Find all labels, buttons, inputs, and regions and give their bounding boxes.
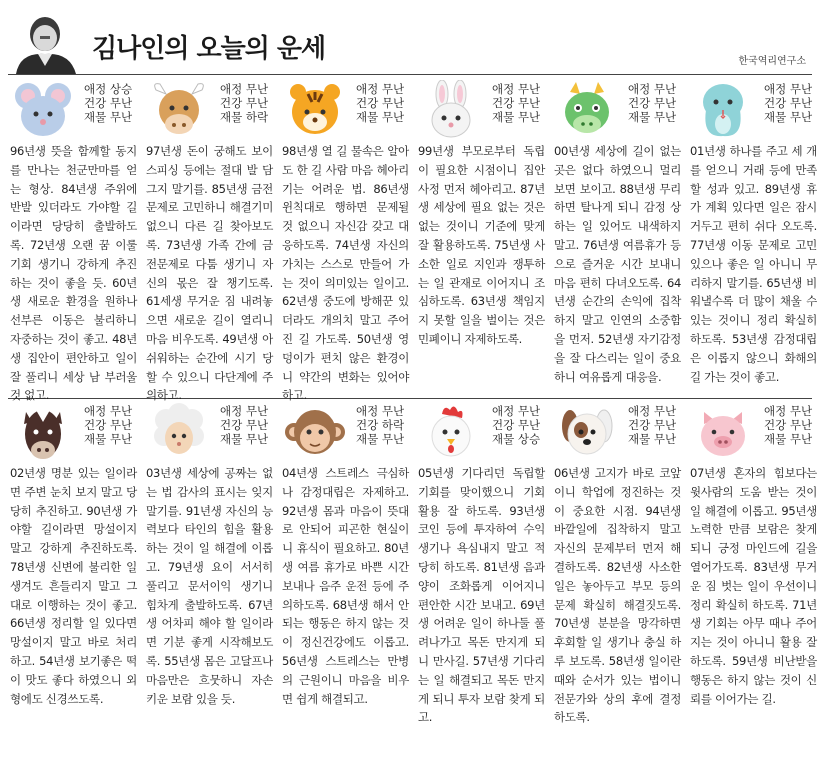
love-status: 애정 무난 xyxy=(84,404,133,418)
love-status: 애정 무난 xyxy=(220,404,269,418)
fortune-cell xyxy=(416,80,545,394)
love-status: 애정 무난 xyxy=(356,82,405,96)
love-status: 애정 무난 xyxy=(492,404,541,418)
rooster-icon xyxy=(420,402,482,462)
health-status: 건강 무난 xyxy=(220,418,269,432)
fortune-text: 97년생 돈이 궁해도 보이스피싱 등에는 절대 발 담그지 말기를. 85년생 금전문제로 고민하니 해결기미없으니 다른 길 찾아보도록. 73년생 가족 간에 금전문제로 다툼 생기니 자신의 몫은 잘 챙기도록. 61세생 무거운 짐 내려놓으면 새로운 길이 열리니 마음 비우도록. 49년생 아쉬워하는 순간에 시기 당할 수 있으니 다단계에 주의하고. xyxy=(146,144,273,403)
fortune-text: 05년생 기다리던 독립할 기회를 맞이했으니 기회 활용 잘 하도록. 93년생 코인 등에 투자하여 수익 생기나 욕심내지 말고 적당히 하도록. 81년생 음과 양이 조화롭게 이어지니 편안한 시간 보내고. 69년생 어려운 일이 하나둘 풀려나가고 목돈 만지게 되니 만사길. 57년생 기다리는 일 해결되고 목돈 만지게 되니 투자 보람 찾게 되고. xyxy=(418,466,545,725)
rabbit-icon xyxy=(420,80,482,140)
tiger-icon xyxy=(284,80,346,140)
fortune-text: 02년생 명분 있는 일이라면 주변 눈치 보지 말고 당당히 추진하고. 90년생 가야할 길이라면 망설이지 말고 강하게 추진하도록. 78년생 신변에 불리한 일 생겨도 흔들리지 말고 그대로 이행하는 것이 좋고. 66년생 정리할 일 있다면 망설이지 말고 바로 처리하고. 54년생 보기좋은 떡이 맛도 좋다 하였으니 외형에도 신경쓰도록. xyxy=(10,466,137,706)
dragon-icon xyxy=(556,80,618,140)
health-status: 건강 무난 xyxy=(356,96,405,110)
fortune-summary xyxy=(356,82,404,124)
fortune-cell xyxy=(8,80,137,403)
fortune-cell xyxy=(280,80,409,403)
horse-icon xyxy=(12,402,74,462)
header xyxy=(0,0,820,76)
health-status: 건강 무난 xyxy=(84,96,133,110)
love-status: 애정 무난 xyxy=(628,82,677,96)
wealth-status: 재물 무난 xyxy=(764,110,813,124)
wealth-status: 재물 무난 xyxy=(764,432,813,446)
health-status: 건강 무난 xyxy=(84,418,133,432)
monkey-icon xyxy=(284,402,346,462)
fortune-cell xyxy=(688,402,817,716)
wealth-status: 재물 무난 xyxy=(84,110,133,124)
fortune-text: 04년생 스트레스 극심하나 감정대립은 자제하고. 92년생 몸과 마음이 뜻대로 안되어 피곤한 현실이니 휴식이 필요하고. 80년생 여름 휴가로 바쁜 시간 보내나 음주 운전 등에 주의하도록. 68년생 해서 안되는 행동은 하지 않는 것이 정신건강에도 이롭고. 56년생 스트레스는 만병의 근원이니 마음을 비우면 쉽게 해결되고. xyxy=(282,466,409,706)
page-title: 김나인의 오늘의 운세 xyxy=(92,34,326,64)
love-status: 애정 무난 xyxy=(492,82,541,96)
fortune-text: 96년생 뜻을 함께할 동지를 만나는 천군만마를 얻는 형상. 84년생 주위에 반발 있더라도 가야할 길이라면 당당히 출발하도록. 72년생 오랜 꿈 이룰 기회 생기니 강하게 추진하는 것이 좋을 듯. 60년생 새로운 환경을 원하나 선부른 이동은 불리하니 자중하는 것이 좋고. 48년생 집안이 편안하고 일이 잘 풀리니 세상 남 부러울것 없고. xyxy=(10,144,137,403)
sheep-icon xyxy=(148,402,210,462)
fortune-text: 98년생 열 길 물속은 알아도 한 길 사람 마음 헤아리기는 어려운 법. 86년생 윈칙대로 행하면 문제될 것 없으니 자신감 갖고 대응하도록. 74년생 자신의 가치는 스스로 만들어 가는 것이 의미있는 일이고. 62년생 중도에 방해꾼 있더라도 개의치 말고 주어진 길 가도록. 50년생 영덩이가 편치 않은 환경이니 약간의 변화는 있어야 하고. xyxy=(282,144,409,403)
wealth-status: 재물 무난 xyxy=(628,110,677,124)
love-status: 애정 무난 xyxy=(356,404,405,418)
fortune-text: 01년생 하나를 주고 세 개를 얻으니 거래 등에 만족할 성과 있고. 89년생 휴가 계획 있다면 일은 잠시 거두고 편히 쉬다 오도록. 77년생 이동 문제로 고민 있으나 좋은 일 아니니 무리하지 말기를. 65년생 비워낼수록 더 많이 채울 수 있는 것이니 정리 확실히 하도록. 53년생 감정대립은 이롭지 않으니 화해의 길 가는 것이 좋고. xyxy=(690,144,817,384)
fortune-summary xyxy=(764,82,812,124)
fortune-summary xyxy=(84,404,132,446)
fortune-cell xyxy=(8,402,137,716)
fortune-text: 99년생 부모로부터 독립이 필요한 시점이니 집안 사정 먼저 헤아리고. 87년생 세상에 필요 없는 것은 없는 것이니 기준에 맞게 잘 활용하도록. 75년생 사소한 일로 지인과 쟁투하는 일 관재로 이어지니 조심하도록. 63년생 책임지지 못할 일을 벌이는 것은 민폐이니 자제하도록. xyxy=(418,144,545,346)
source-label: 한국역리연구소 xyxy=(738,56,806,67)
health-status: 건강 무난 xyxy=(220,96,269,110)
fortune-summary xyxy=(492,404,540,446)
author-portrait-icon xyxy=(10,12,80,74)
fortune-summary xyxy=(492,82,540,124)
fortune-text: 07년생 혼자의 힘보다는 윗사람의 도움 받는 것이 일 해결에 이롭고. 95년생 노력한 만큼 보람은 찾게 되니 긍정 마인드에 길을 열어가도록. 83년생 무거운 짐 벗는 일이 우선이니 정리 확실히 하도록. 71년생 기회는 아무 때나 주어지는 것이 아니니 활용 잘 하도록. 59년생 비난받을 행동은 하지 않는 것이 신뢰를 이어가는 길. xyxy=(690,466,817,706)
fortune-summary xyxy=(220,82,268,124)
fortune-cell xyxy=(552,402,681,725)
top-divider xyxy=(8,74,812,75)
wealth-status: 재물 무난 xyxy=(356,110,405,124)
fortune-summary xyxy=(628,404,676,446)
fortune-text: 00년생 세상에 길이 없는 곳은 없다 하였으니 멀리 보면 보이고. 88년생 무리하면 탈나게 되니 감정 상하는 일 있어도 내색하지 말고. 76년생 여름휴가 등으로 즐거운 시간 보내니 마음 편히 다녀오도록. 64년생 순간의 손익에 집착하지 말고 인연의 소중함을 먼저. 52년생 자기감정을 잘 다스리는 일이 중요하니 여유롭게 대응을. xyxy=(554,144,681,384)
pig-icon xyxy=(692,402,754,462)
rat-icon xyxy=(12,80,74,140)
wealth-status: 재물 무난 xyxy=(84,432,133,446)
health-status: 건강 무난 xyxy=(764,96,813,110)
wealth-status: 재물 상승 xyxy=(492,432,541,446)
fortune-summary xyxy=(764,404,812,446)
wealth-status: 재물 무난 xyxy=(628,432,677,446)
wealth-status: 재물 하락 xyxy=(220,110,269,124)
fortune-text: 06년생 고지가 바로 코앞이니 학업에 정진하는 것이 중요한 시점. 94년생 바깥일에 집착하지 말고 자신의 문제부터 먼저 해결하도록. 82년생 사소한 일은 놓아두고 부모 등의 문제 확실히 해결짓도록. 70년생 분분을 망각하면 후회할 일 생기나 충실 하루 보도록. 58년생 일이란 때와 순서가 있는 법이니 전문가와 상의 후에 결정하도록. xyxy=(554,466,681,725)
snake-icon xyxy=(692,80,754,140)
fortune-cell xyxy=(144,402,273,716)
wealth-status: 재물 무난 xyxy=(492,110,541,124)
ox-icon xyxy=(148,80,210,140)
wealth-status: 재물 무난 xyxy=(220,432,269,446)
fortune-cell xyxy=(280,402,409,716)
fortune-cell xyxy=(552,80,681,394)
love-status: 애정 무난 xyxy=(764,404,813,418)
love-status: 애정 무난 xyxy=(220,82,269,96)
love-status: 애정 무난 xyxy=(628,404,677,418)
fortune-summary xyxy=(356,404,404,446)
wealth-status: 재물 무난 xyxy=(356,432,405,446)
health-status: 건강 무난 xyxy=(764,418,813,432)
dog-icon xyxy=(556,402,618,462)
fortune-cell xyxy=(688,80,817,394)
love-status: 애정 상승 xyxy=(84,82,133,96)
fortune-summary xyxy=(220,404,268,446)
health-status: 건강 무난 xyxy=(492,96,541,110)
health-status: 건강 하락 xyxy=(356,418,405,432)
fortune-cell xyxy=(144,80,273,403)
health-status: 건강 무난 xyxy=(628,418,677,432)
health-status: 건강 무난 xyxy=(492,418,541,432)
fortune-summary xyxy=(84,82,132,124)
fortune-summary xyxy=(628,82,676,124)
fortune-text: 03년생 세상에 공짜는 없는 법 감사의 표시는 잊지 말기를. 91년생 자신의 능력보다 타인의 힘을 활용하는 것이 일 해결에 이롭고. 79년생 요이 서서히 풀리고 문서이익 생기니 힘차게 출발하도록. 67년생 어차피 해야 할 일이라면 기분 좋게 시작해보도록. 55년생 몸은 고달프나 마음만은 흐뭇하니 자손 키운 보람 있을 듯. xyxy=(146,466,273,706)
love-status: 애정 무난 xyxy=(764,82,813,96)
health-status: 건강 무난 xyxy=(628,96,677,110)
fortune-cell xyxy=(416,402,545,725)
